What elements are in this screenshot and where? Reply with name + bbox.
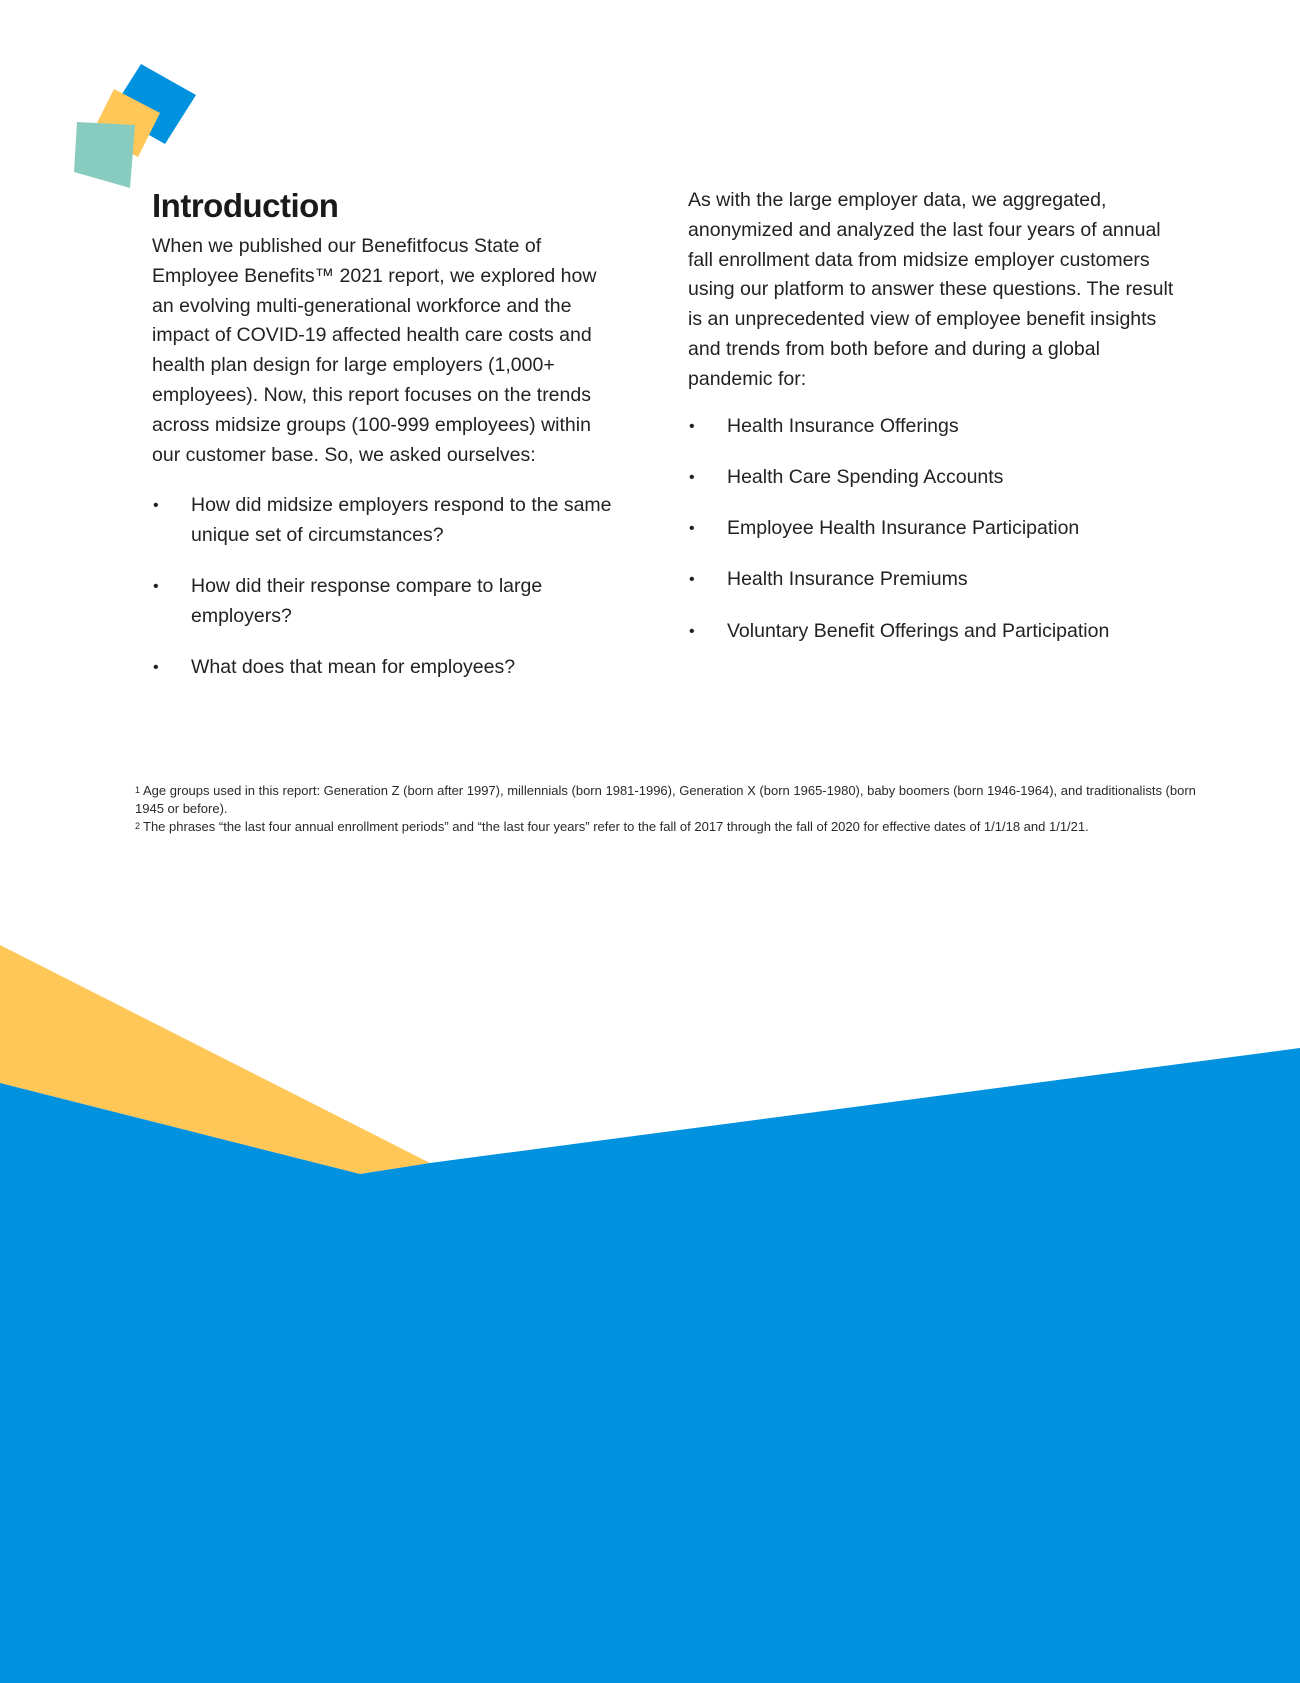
list-item-text: Health Care Spending Accounts: [727, 465, 1004, 488]
list-item: [688, 412, 1188, 442]
list-item-text: Health Insurance Premiums: [727, 568, 968, 591]
list-item-text: What does that mean for employees?: [191, 655, 516, 678]
bullet-icon: •: [153, 497, 159, 515]
list-item-text: Health Insurance Offerings: [727, 414, 959, 437]
footnote-marker: 1: [135, 785, 141, 795]
bullet-icon: •: [689, 468, 695, 486]
list-item: [152, 653, 612, 683]
logo-mark-icon: [70, 60, 200, 190]
blue-wave-shape: [0, 1048, 1300, 1683]
footnote: [135, 782, 1215, 818]
bullet-icon: •: [689, 571, 695, 589]
list-item: [688, 617, 1188, 647]
list-item: [152, 572, 612, 632]
list-item: [688, 514, 1188, 544]
list-item-text: How did their response compare to large employers?: [191, 574, 543, 627]
bullet-icon: •: [689, 622, 695, 640]
footnote-text: The phrases “the last four annual enrollment periods” and “the last four years” refer to the fall of 2017 through the fall of 2020 for effective dates of 1/1/18 and 1/1/21.: [143, 819, 1089, 834]
methodology-column: [688, 186, 1188, 668]
intro-column: [152, 186, 612, 703]
list-item: [152, 491, 612, 551]
list-item-text: Voluntary Benefit Offerings and Participation: [727, 619, 1110, 642]
logo-teal-square: [74, 122, 135, 188]
list-item-text: Employee Health Insurance Participation: [727, 517, 1080, 540]
footnote-text: Age groups used in this report: Generation Z (born after 1997), millennials (born 1981-1996), Generation X (born 1965-1980), baby boomers (born 1946-1964), and traditionalists (born 1945 or before).: [135, 783, 1196, 816]
bullet-icon: •: [153, 577, 159, 595]
footnote-marker: 2: [135, 821, 141, 831]
bullet-icon: •: [153, 658, 159, 676]
bullet-icon: •: [689, 417, 695, 435]
intro-paragraph: When we published our Benefitfocus State of Employee Benefits™ 2021 report, we explored how an evolving multi-generational workforce and the impact of COVID-19 affected health care costs and health plan design for large employers (1,000+ employees). Now, this report focuses on the trends across midsize groups (100-999 employees) within our customer base. So, we asked ourselves:: [152, 235, 597, 466]
question-list: [152, 491, 612, 682]
footnotes: [135, 782, 1215, 836]
topic-list: [688, 412, 1188, 647]
list-item-text: How did midsize employers respond to the same unique set of circumstances?: [191, 494, 612, 547]
list-item: [688, 565, 1188, 595]
page-title: Introduction: [152, 187, 339, 224]
footnote: [135, 818, 1215, 836]
bullet-icon: •: [689, 520, 695, 538]
methodology-paragraph: As with the large employer data, we aggregated, anonymized and analyzed the last four years of annual fall enrollment data from midsize employer customers using our platform to answer these questions. The result is an unprecedented view of employee benefit insights and trends from both before and during a global pandemic for:: [688, 189, 1174, 390]
list-item: [688, 463, 1188, 493]
